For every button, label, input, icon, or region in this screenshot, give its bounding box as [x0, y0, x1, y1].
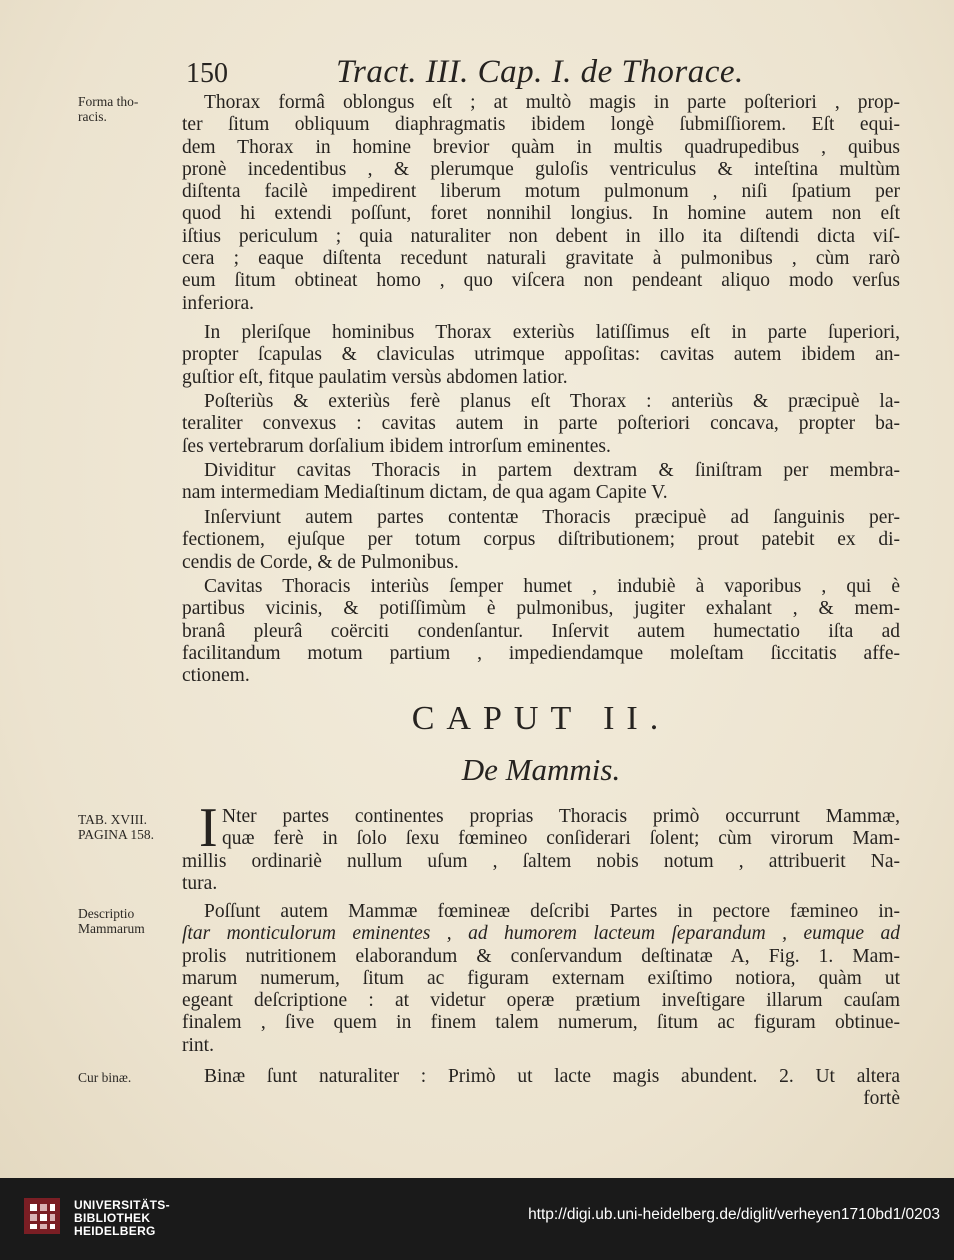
institution-name-line: BIBLIOTHEK: [74, 1211, 151, 1225]
drop-cap: I: [199, 797, 218, 859]
margin-note-line: Mammarum: [78, 921, 145, 936]
text-line: facilitandum motum partium , impediendamque moleſtam ſiccitatis affe-: [182, 642, 900, 664]
text-line: prolis nutritionem elaborandum & conſervandum deſtinatæ A, Fig. 1. Mam-: [182, 945, 900, 967]
text-line: quæ ferè in ſolo ſexu fœmineo conſiderari ſolent; cùm virorum Mam-: [222, 828, 900, 850]
text-line: dem Thorax in homine brevior quàm in multis quadrupedibus , quibus: [182, 136, 900, 158]
text-line: millis ordinariè nullum uſum , ſaltem nobis notum , attribuerit Na-: [182, 850, 900, 872]
catchword: fortè: [863, 1088, 900, 1110]
text-line: tura.: [182, 872, 218, 894]
text-line: eum ſitum obtineat homo , quo viſcera non pendeant aliquo modo verſus: [182, 270, 900, 292]
university-logo-icon: [22, 1196, 62, 1236]
page-header: [182, 52, 902, 92]
text-line: ſes vertebrarum dorſalium ibidem introrſum eminentes.: [182, 435, 611, 457]
text-line: finalem , ſive quem in finem talem numerum, ſitum ac figuram obtinue-: [182, 1012, 900, 1034]
viewer-footer: [0, 1178, 954, 1260]
text-line: Cavitas Thoracis interiùs ſemper humet , indubiè à vaporibus , qui è: [204, 576, 900, 597]
paragraph-mammae-intro: [222, 806, 900, 851]
text-line: rint.: [182, 1034, 214, 1056]
text-line: egeant deſcriptione : at videtur operæ prætium inveſtigare illarum cauſam: [182, 990, 900, 1012]
institution-name-line: UNIVERSITÄTS-: [74, 1198, 170, 1212]
margin-note-tab-reference: [78, 812, 154, 842]
text-line: propter ſcapulas & claviculas utrimque appoſitas: cavitas autem ibidem an-: [182, 344, 900, 366]
paragraph-mammae-intro-cont: [182, 851, 900, 896]
paragraph-latitudo: [182, 322, 900, 389]
text-line: quod hi extendi poſſunt, foret nonnihil longius. In homine autem non eſt: [182, 203, 900, 225]
chapter-subtitle: De Mammis.: [461, 752, 621, 787]
text-line: teraliter convexus : cavitas autem in parte poſteriori concava, propter ba-: [182, 413, 900, 435]
text-line: branâ pleurâ coërciti condenſantur. Inſervit autem humectatio iſta ad: [182, 620, 900, 642]
text-line: inferiora.: [182, 292, 255, 314]
text-line: Thorax formâ oblongus eſt ; at multò magis in parte poſteriori , prop-: [204, 92, 900, 113]
text-line: cera ; eaque diſtenta recedunt naturali gravitate à pulmonibus , cùm rarò: [182, 248, 900, 270]
margin-note-line: Descriptio: [78, 906, 135, 921]
text-line: Nter partes continentes proprias Thoracis primò occurrunt Mammæ,: [222, 806, 900, 827]
margin-note-line: Forma tho-: [78, 94, 139, 109]
text-line: Poſſunt autem Mammæ fœmineæ deſcribi Partes in pectore fæmineo in-: [204, 901, 900, 922]
text-line: Binæ ſunt naturaliter : Primò ut lacte magis abundent. 2. Ut altera: [204, 1066, 900, 1087]
text-line: guſtior eſt, fitque paulatim versùs abdomen latior.: [182, 366, 568, 388]
text-line: pronè incedentibus , & plerumque guloſis ventriculus & inteſtina multùm: [182, 158, 900, 180]
text-line: ſtar monticulorum eminentes , ad humorem lacteum ſeparandum , eumque ad: [182, 923, 900, 945]
text-line: ctionem.: [182, 665, 250, 687]
paragraph-binae: [182, 1066, 900, 1111]
text-line: Dividitur cavitas Thoracis in partem dextram & ſiniſtram per membra-: [204, 460, 900, 481]
page-number: 150: [186, 58, 228, 89]
paragraph-cavitas: [182, 576, 900, 687]
text-line: diſtenta facilè impedirent liberum motum pulmonum , niſi ſpatium per: [182, 181, 900, 203]
margin-note-line: racis.: [78, 109, 107, 124]
paragraph-posterius: [182, 391, 900, 458]
text-line: Inſerviunt autem partes contentæ Thoracis præcipuè ad ſanguinis per-: [204, 507, 900, 528]
paragraph-forma: [182, 92, 900, 315]
margin-note-forma-thoracis: [78, 94, 138, 124]
running-title: Tract. III. Cap. I. de Thorace.: [336, 54, 744, 90]
text-line: ter ſitum obliquum diaphragmatis ibidem longè ſubmiſſiorem. Eſt equi-: [182, 114, 900, 136]
text-line: iſtius periculum ; quia naturaliter non debent in illo ita diſtendi dicta viſ-: [182, 225, 900, 247]
paragraph-dividitur: [182, 460, 900, 505]
institution-name: [74, 1199, 170, 1238]
margin-note-cur-binae: [78, 1070, 131, 1085]
text-line: nam intermediam Mediaſtinum dictam, de qua agam Capite V.: [182, 482, 668, 504]
chapter-heading: CAPUT II.: [411, 700, 671, 737]
margin-note-line: Cur binæ.: [78, 1070, 132, 1085]
text-line: cendis de Corde, & de Pulmonibus.: [182, 551, 459, 573]
margin-note-line: TAB. XVIII.: [78, 812, 148, 827]
paragraph-inserviunt: [182, 507, 900, 574]
permalink-url[interactable]: http://digi.ub.uni-heidelberg.de/diglit/verheyen1710bd1/0203: [528, 1206, 940, 1223]
margin-note-line: PAGINA 158.: [78, 827, 155, 842]
margin-note-descriptio: [78, 906, 145, 936]
text-line: Poſteriùs & exteriùs ferè planus eſt Thorax : anteriùs & præcipuè la-: [204, 391, 900, 412]
text-line: fectionem, ejuſque per totum corpus diſtributionem; prout patebit ex di-: [182, 529, 900, 551]
text-line: marum numerum, ſitum ac figuram externam exiſtimo notiora, quàm ut: [182, 967, 900, 989]
institution-name-line: HEIDELBERG: [74, 1224, 156, 1238]
text-line: In pleriſque hominibus Thorax exteriùs latiſſimus eſt in parte ſuperiori,: [204, 322, 900, 343]
paragraph-descriptio: [182, 901, 900, 1057]
text-line: partibus vicinis, & potiſſimùm è pulmonibus, jugiter exhalant , & mem-: [182, 598, 900, 620]
